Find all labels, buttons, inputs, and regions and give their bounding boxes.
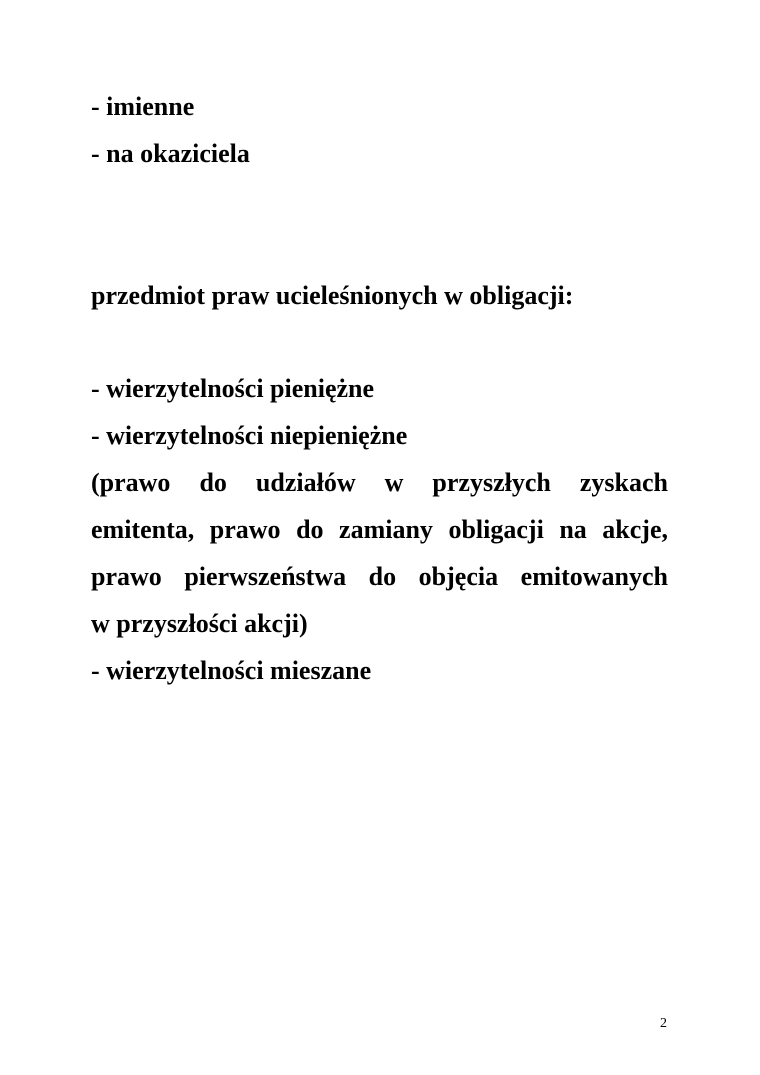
section-heading: przedmiot praw ucieleśnionych w obligacji: bbox=[91, 281, 574, 310]
list-item-na-okaziciela: - na okaziciela bbox=[91, 139, 250, 168]
paren-line-1: (prawo do udziałów w przyszłych zyskach bbox=[91, 468, 668, 497]
paren-line-4: w przyszłości akcji) bbox=[91, 609, 308, 638]
list-item-pieniezne: - wierzytelności pieniężne bbox=[91, 374, 375, 403]
list-item-imienne: - imienne bbox=[91, 92, 195, 121]
paren-line-3: prawo pierwszeństwa do objęcia emitowanych bbox=[91, 562, 668, 591]
list-item-niepieniezne: - wierzytelności niepieniężne bbox=[91, 421, 408, 450]
paren-line-2: emitenta, prawo do zamiany obligacji na akcje, bbox=[91, 515, 668, 544]
list-item-mieszane: - wierzytelności mieszane bbox=[91, 656, 372, 685]
page-number: 2 bbox=[660, 1016, 667, 1031]
